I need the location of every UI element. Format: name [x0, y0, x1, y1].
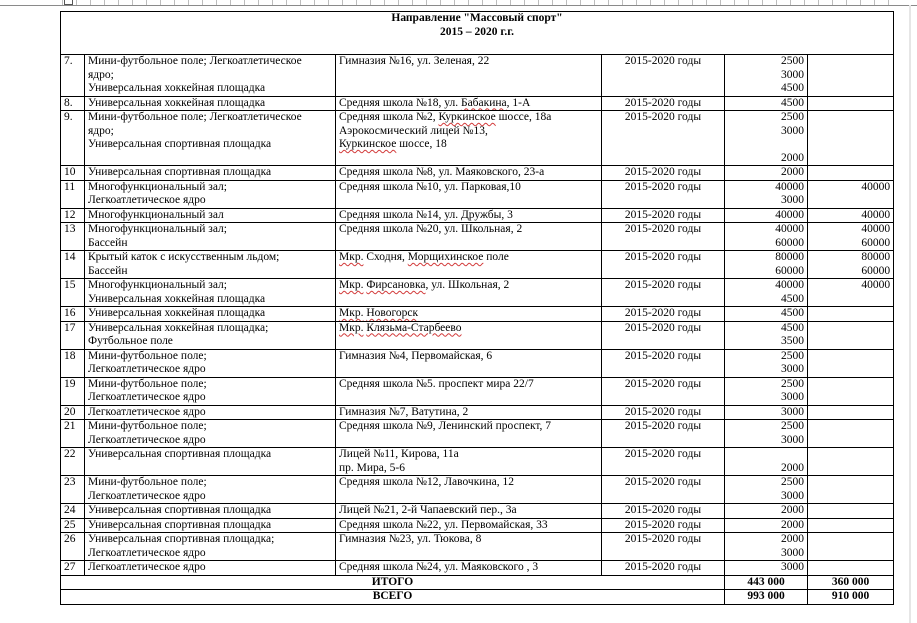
cell-line: 2500 [781, 420, 804, 432]
period: 2015-2020 годы [602, 208, 725, 223]
facility-name [85, 476, 336, 504]
cell-line: Мини-футбольное поле; [88, 349, 207, 362]
cell-line: Легкоатлетическое ядро [88, 561, 206, 573]
cell-line: Гимназия №16, ул. Зеленая, 22 [339, 55, 490, 67]
amount-column-2 [808, 349, 894, 377]
period: 2015-2020 годы [602, 420, 725, 448]
facility-address [336, 166, 602, 181]
facility-address [336, 208, 602, 223]
cell-line: 40000 [861, 208, 891, 221]
cell-line [339, 152, 598, 166]
amount-column-1 [725, 448, 808, 476]
amount-column-1 [725, 166, 808, 181]
row-number: 12 [61, 208, 85, 223]
cell-line: 2000 [781, 166, 804, 178]
amount-column-2 [808, 476, 894, 504]
facility-name [85, 111, 336, 166]
table-row [61, 55, 894, 97]
cell-line: Средняя школа №24, ул. Маяковского , 3 [339, 561, 539, 573]
facility-name [85, 405, 336, 420]
amount-column-1 [725, 561, 808, 576]
cell-line: 40000 [775, 279, 804, 291]
row-number: 11 [61, 180, 85, 208]
cell-line: 40000 [861, 279, 891, 291]
cell-line: 60000 [861, 264, 891, 277]
row-number: 24 [61, 504, 85, 519]
cell-line: Универсальная спортивная площадка; [88, 533, 275, 545]
facility-address [336, 504, 602, 519]
amount-column-2 [808, 377, 894, 405]
table-row [61, 518, 894, 533]
table-row [61, 349, 894, 377]
table-row [61, 166, 894, 181]
period: 2015-2020 годы [602, 377, 725, 405]
facility-address [336, 476, 602, 504]
row-number: 18 [61, 349, 85, 377]
total-amount-2: 910 000 [808, 590, 894, 605]
facility-name [85, 377, 336, 405]
cell-line: 3000 [781, 546, 804, 559]
table-header-row [61, 12, 894, 55]
amount-column-1 [725, 307, 808, 322]
facility-name [85, 504, 336, 519]
amount-column-1 [725, 420, 808, 448]
cell-line: Легкоатлетическое ядро [88, 489, 206, 502]
period: 2015-2020 годы [602, 321, 725, 349]
amount-column-1 [725, 279, 808, 307]
table-row [61, 533, 894, 561]
cell-line: Футбольное поле [88, 335, 173, 347]
cell-line [88, 462, 332, 476]
row-number: 15 [61, 279, 85, 307]
amount-column-2 [808, 166, 894, 181]
ruler-ticks [62, 0, 892, 5]
cell-line [339, 307, 598, 321]
period: 2015-2020 годы [602, 111, 725, 166]
amount-column-1 [725, 321, 808, 349]
row-number: 9. [61, 111, 85, 166]
period: 2015-2020 годы [602, 405, 725, 420]
facility-name [85, 223, 336, 251]
table-row [61, 504, 894, 519]
facility-address [336, 561, 602, 576]
period: 2015-2020 годы [602, 223, 725, 251]
table-row [61, 111, 894, 166]
facility-address [336, 420, 602, 448]
facility-address [336, 223, 602, 251]
cell-line: Легкоатлетическое ядро [88, 405, 206, 418]
facility-address [336, 533, 602, 561]
cell-line: 4500 [781, 307, 804, 319]
cell-line: Средняя школа №18, ул. Бабакина, 1-А [339, 96, 531, 109]
cell-line: Средняя школа №10, ул. Парковая,10 [339, 180, 521, 193]
spellcheck-mark: Мкр. [339, 321, 364, 334]
cell-line: ядро; [88, 68, 114, 81]
total-amount-1: 993 000 [725, 590, 808, 605]
cell-line: Крытый каток с искусственным льдом; [88, 251, 280, 263]
amount-column-2 [808, 405, 894, 420]
cell-line [728, 448, 804, 462]
facility-address [336, 377, 602, 405]
cell-line: 4500 [781, 292, 804, 305]
table-row [61, 448, 894, 476]
cell-line: Многофункциональный зал [88, 208, 224, 221]
row-number: 7. [61, 55, 85, 97]
cell-line: Средняя школа №22, ул. Первомайская, 33 [339, 518, 548, 531]
facility-name [85, 166, 336, 181]
spellcheck-mark: Клязьма-Старбеево [366, 321, 462, 334]
table-row [61, 307, 894, 322]
cell-line: 40000 [861, 223, 891, 235]
amount-column-2 [808, 321, 894, 349]
cell-line: 40000 [775, 208, 804, 221]
cell-line: 3500 [781, 335, 804, 347]
cell-line: Легкоатлетическое ядро [88, 546, 206, 559]
page-right-edge [909, 5, 911, 623]
amount-column-1 [725, 251, 808, 279]
amount-column-2 [808, 518, 894, 533]
facility-name [85, 321, 336, 349]
amount-column-1 [725, 377, 808, 405]
facility-address [336, 405, 602, 420]
amount-column-1 [725, 55, 808, 97]
facility-name [85, 180, 336, 208]
spellcheck-mark: Морщихинское [407, 251, 484, 263]
period: 2015-2020 годы [602, 533, 725, 561]
cell-line: Универсальная спортивная площадка [88, 166, 272, 178]
cell-line: 2500 [781, 476, 804, 488]
period: 2015-2020 годы [602, 448, 725, 476]
cell-line: Универсальная хоккейная площадка [88, 96, 266, 109]
facility-name [85, 448, 336, 476]
cell-line: Универсальная хоккейная площадка [88, 82, 266, 94]
row-number: 8. [61, 96, 85, 111]
facility-name [85, 208, 336, 223]
facility-address [336, 448, 602, 476]
cell-line: 2000 [781, 504, 804, 516]
amount-column-2 [808, 96, 894, 111]
amount-column-1 [725, 208, 808, 223]
period: 2015-2020 годы [602, 307, 725, 322]
period: 2015-2020 годы [602, 349, 725, 377]
total-row-vsego [61, 590, 894, 605]
table-move-handle[interactable] [64, 0, 73, 5]
cell-line: Гимназия №7, Ватутина, 2 [339, 405, 469, 418]
spellcheck-mark: Мкр. [339, 251, 364, 263]
cell-line: 60000 [775, 264, 804, 277]
table-row [61, 96, 894, 111]
facility-address [336, 279, 602, 307]
facility-address [336, 55, 602, 97]
amount-column-1 [725, 533, 808, 561]
cell-line: Легкоатлетическое ядро [88, 194, 206, 206]
cell-line: Мини-футбольное поле; Легкоатлетическое [88, 55, 302, 67]
amount-column-2 [808, 279, 894, 307]
amount-column-2 [808, 251, 894, 279]
facility-name [85, 96, 336, 111]
table-row [61, 420, 894, 448]
period: 2015-2020 годы [602, 476, 725, 504]
row-number: 14 [61, 251, 85, 279]
cell-line: 2500 [781, 111, 804, 123]
cell-line: Мини-футбольное поле; [88, 476, 207, 488]
cell-line: 40000 [861, 180, 891, 193]
cell-line [88, 152, 332, 166]
cell-line: 80000 [775, 251, 804, 263]
amount-column-1 [725, 405, 808, 420]
facility-name [85, 55, 336, 97]
cell-line: 3000 [781, 561, 804, 573]
row-number: 20 [61, 405, 85, 420]
row-number: 16 [61, 307, 85, 322]
cell-line: Куркинское шоссе, 18 [339, 138, 447, 150]
sport-facilities-table [60, 11, 894, 605]
facility-name [85, 420, 336, 448]
cell-line: 3000 [781, 433, 804, 446]
cell-line: 4500 [781, 96, 804, 109]
table-row [61, 405, 894, 420]
table-row [61, 279, 894, 307]
spellcheck-mark: Фирсановка [366, 279, 426, 291]
cell-line: 2000 [781, 533, 804, 545]
cell-line: Многофункциональный зал; [88, 223, 227, 235]
spellcheck-mark: Новогорск [366, 307, 419, 319]
cell-line: 40000 [775, 223, 804, 235]
facility-address [336, 307, 602, 322]
cell-line: Средняя школа №9, Ленинский проспект, 7 [339, 420, 552, 432]
amount-column-1 [725, 180, 808, 208]
row-number: 13 [61, 223, 85, 251]
cell-line: Универсальная спортивная площадка [88, 448, 272, 460]
cell-line: 2000 [781, 518, 804, 531]
amount-column-2 [808, 448, 894, 476]
cell-line: Мкр. Сходня, Морщихинское поле [339, 251, 509, 263]
cell-line: Средняя школа №12, Лавочкина, 12 [339, 476, 514, 488]
cell-line: Многофункциональный зал; [88, 279, 227, 291]
cell-line: Гимназия №4, Первомайская, 6 [339, 349, 493, 362]
cell-line: 80000 [861, 251, 891, 263]
period: 2015-2020 годы [602, 561, 725, 576]
cell-line: 3000 [781, 194, 804, 206]
cell-line: Мкр. Фирсановка, ул. Школьная, 2 [339, 279, 510, 291]
table-header [61, 12, 894, 55]
period: 2015-2020 годы [602, 518, 725, 533]
total-label: ИТОГО [61, 575, 725, 590]
table-row [61, 476, 894, 504]
cell-line: Средняя школа №5. проспект мира 22/7 [339, 377, 534, 390]
cell-line: Универсальная хоккейная площадка [88, 307, 266, 319]
cell-line: Средняя школа №2, Куркинское шоссе, 18а [339, 111, 552, 123]
table-row [61, 180, 894, 208]
spellcheck-mark: Бабакина [460, 96, 507, 109]
row-number: 17 [61, 321, 85, 349]
amount-column-2 [808, 307, 894, 322]
cell-line: Средняя школа №20, ул. Школьная, 2 [339, 223, 523, 235]
cell-line: 2500 [781, 55, 804, 67]
cell-line: 2500 [781, 349, 804, 362]
amount-column-1 [725, 476, 808, 504]
cell-line: пр. Мира, 5-6 [339, 461, 405, 474]
amount-column-2 [808, 208, 894, 223]
cell-line [728, 138, 804, 152]
cell-line: 2000 [781, 151, 804, 164]
cell-line: 3000 [781, 68, 804, 81]
amount-column-2 [808, 111, 894, 166]
row-number: 23 [61, 476, 85, 504]
amount-column-2 [808, 504, 894, 519]
period: 2015-2020 годы [602, 504, 725, 519]
table-row [61, 561, 894, 576]
cell-line: Мини-футбольное поле; Легкоатлетическое [88, 111, 302, 123]
cell-line: Средняя школа №8, ул. Маяковского, 23-а [339, 166, 545, 178]
facility-address [336, 321, 602, 349]
table-row [61, 251, 894, 279]
facility-address [336, 96, 602, 111]
cell-line: 4500 [781, 82, 804, 94]
cell-line: Легкоатлетическое ядро [88, 391, 206, 403]
period: 2015-2020 годы [602, 279, 725, 307]
spellcheck-mark: Мкр. [339, 307, 364, 319]
table-row [61, 208, 894, 223]
cell-line: Универсальная спортивная площадка [88, 518, 272, 531]
facility-name [85, 251, 336, 279]
spellcheck-mark: Куркинское [438, 111, 496, 123]
cell-line: Мини-футбольное поле; [88, 377, 207, 390]
amount-column-2 [808, 533, 894, 561]
facility-address [336, 518, 602, 533]
amount-column-1 [725, 223, 808, 251]
amount-column-1 [725, 349, 808, 377]
cell-line: Легкоатлетическое ядро [88, 433, 206, 446]
cell-line: 3000 [781, 391, 804, 403]
row-number: 25 [61, 518, 85, 533]
facility-address [336, 111, 602, 166]
period: 2015-2020 годы [602, 96, 725, 111]
period: 2015-2020 годы [602, 55, 725, 97]
amount-column-2 [808, 223, 894, 251]
cell-line: Средняя школа №14, ул. Дружбы, 3 [339, 208, 513, 221]
row-number: 19 [61, 377, 85, 405]
cell-line: 3000 [781, 363, 804, 375]
table-row [61, 377, 894, 405]
cell-line: Многофункциональный зал; [88, 180, 227, 193]
cell-line: 60000 [775, 236, 804, 249]
row-number: 26 [61, 533, 85, 561]
total-label: ВСЕГО [61, 590, 725, 605]
cell-line: Универсальная хоккейная площадка; [88, 321, 269, 334]
cell-line: Универсальная спортивная площадка [88, 138, 272, 150]
amount-column-2 [808, 420, 894, 448]
facility-name [85, 533, 336, 561]
cell-line: 3000 [781, 489, 804, 502]
cell-line: Универсальная хоккейная площадка [88, 292, 266, 305]
cell-line: 40000 [775, 180, 804, 193]
facility-name [85, 561, 336, 576]
amount-column-1 [725, 111, 808, 166]
period: 2015-2020 годы [602, 180, 725, 208]
facility-name [85, 279, 336, 307]
amount-column-2 [808, 55, 894, 97]
cell-line: Лицей №21, 2-й Чапаевский пер., 3а [339, 504, 517, 516]
row-number: 27 [61, 561, 85, 576]
cell-line: 2000 [781, 461, 804, 474]
cell-line: Универсальная спортивная площадка [88, 504, 272, 516]
facility-address [336, 349, 602, 377]
cell-line: 2500 [781, 377, 804, 390]
row-number: 10 [61, 166, 85, 181]
facility-name [85, 307, 336, 322]
cell-line: Бассейн [88, 264, 128, 277]
facility-name [85, 518, 336, 533]
cell-line: Бассейн [88, 236, 128, 249]
total-row-itogo [61, 575, 894, 590]
facility-name [85, 349, 336, 377]
cell-line: ядро; [88, 124, 114, 137]
cell-line [339, 322, 598, 336]
period: 2015-2020 годы [602, 251, 725, 279]
cell-line: 3000 [781, 124, 804, 137]
period: 2015-2020 годы [602, 166, 725, 181]
table-title: Направление "Массовый спорт" [391, 12, 563, 24]
amount-column-1 [725, 504, 808, 519]
cell-line: Мини-футбольное поле; [88, 420, 207, 432]
amount-column-1 [725, 518, 808, 533]
table-row [61, 321, 894, 349]
amount-column-1 [725, 96, 808, 111]
row-number: 21 [61, 420, 85, 448]
cell-line: 3000 [781, 405, 804, 418]
total-amount-1: 443 000 [725, 575, 808, 590]
cell-line: Легкоатлетическое ядро [88, 363, 206, 375]
facility-address [336, 180, 602, 208]
amount-column-2 [808, 561, 894, 576]
cell-line: Аэрокосмический лицей №13, [339, 124, 488, 137]
amount-column-2 [808, 180, 894, 208]
row-number: 22 [61, 448, 85, 476]
table-years: 2015 – 2020 г.г. [440, 25, 515, 38]
cell-line: Гимназия №23, ул. Тюкова, 8 [339, 533, 482, 545]
total-amount-2: 360 000 [808, 575, 894, 590]
cell-line: 4500 [781, 321, 804, 334]
cell-line: Лицей №11, Кирова, 11а [339, 448, 459, 460]
spellcheck-mark: Мкр. [339, 279, 364, 291]
table-row [61, 223, 894, 251]
spellcheck-mark: Куркинское [339, 138, 397, 150]
cell-line: 60000 [861, 236, 891, 249]
facility-address [336, 251, 602, 279]
